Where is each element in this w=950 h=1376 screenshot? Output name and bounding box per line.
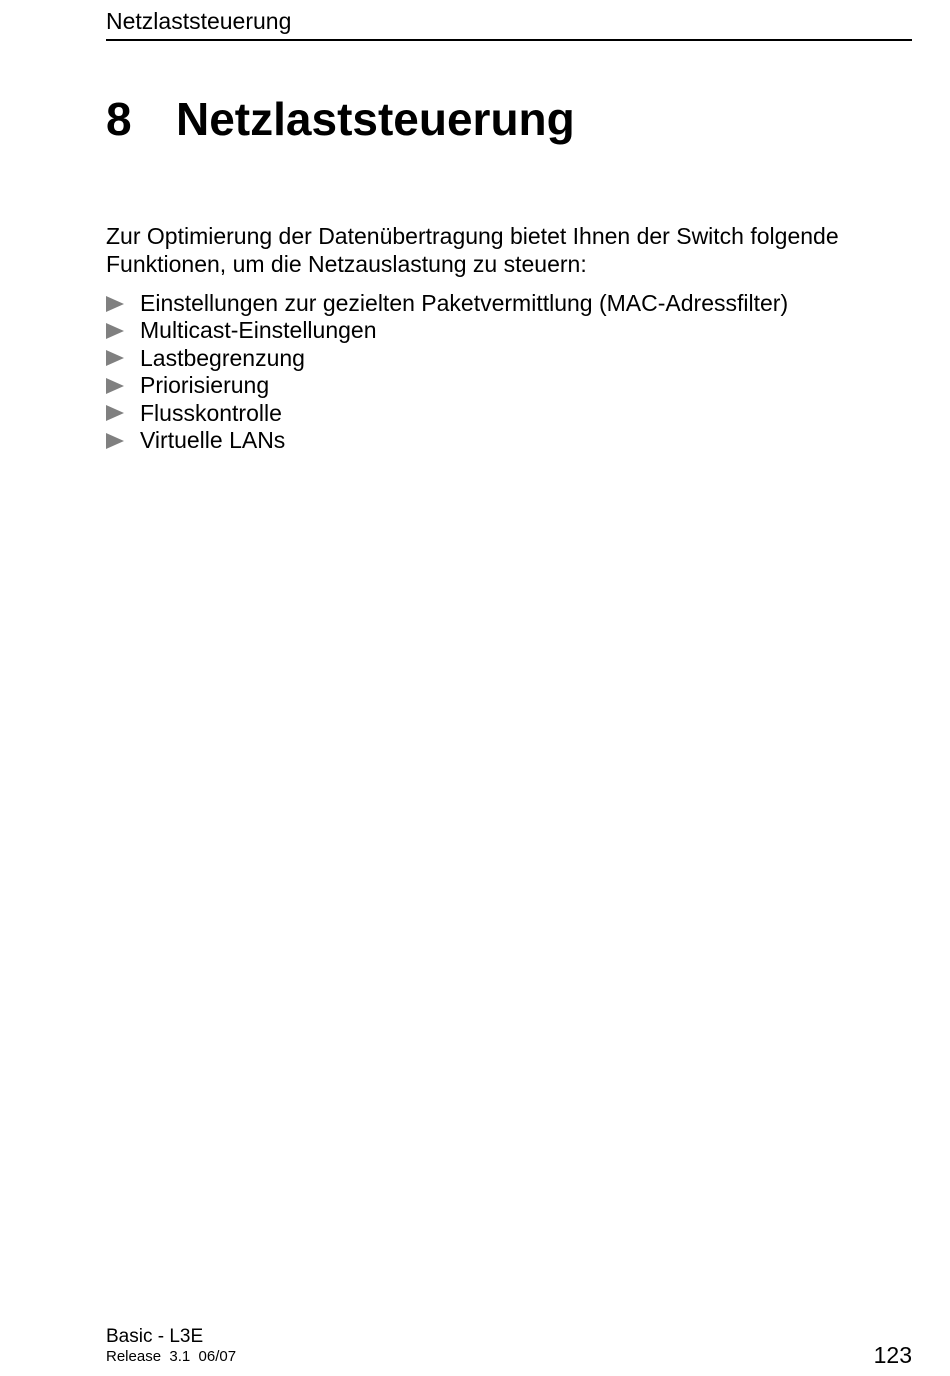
feature-list <box>106 290 788 454</box>
list-item <box>106 290 788 317</box>
list-item-label: Lastbegrenzung <box>140 344 305 371</box>
list-item-label: Einstellungen zur gezielten Paketvermittlung (MAC-Adressfilter) <box>140 290 789 316</box>
page-number: 123 <box>873 1342 912 1368</box>
chapter-title: Netzlaststeuerung <box>176 93 575 145</box>
triangle-right-icon <box>106 323 140 339</box>
list-item-label: Flusskontrolle <box>140 399 282 426</box>
list-item <box>106 317 788 344</box>
running-header-title: Netzlaststeuerung <box>106 8 292 34</box>
intro-paragraph: Zur Optimierung der Datenübertragung bietet Ihnen der Switch folgende Funktionen, um die Netzauslastung zu steuern: <box>106 223 839 277</box>
footer-release-info: Release 3.1 06/07 <box>106 1348 237 1365</box>
footer-product-title: Basic - L3E <box>106 1326 204 1347</box>
list-item-label: Multicast-Einstellungen <box>140 317 377 344</box>
triangle-right-icon <box>106 350 140 366</box>
list-item <box>106 372 788 399</box>
list-item-label: Priorisierung <box>140 372 270 399</box>
triangle-right-icon <box>106 378 140 394</box>
footer-info <box>106 1326 236 1366</box>
triangle-right-icon <box>106 296 140 312</box>
list-item <box>106 427 788 454</box>
list-item <box>106 345 788 372</box>
triangle-right-icon <box>106 433 140 449</box>
list-item-label: Virtuelle LANs <box>140 426 286 453</box>
triangle-right-icon <box>106 405 140 421</box>
chapter-number: 8 <box>106 93 132 145</box>
chapter-heading <box>106 88 575 150</box>
running-header <box>106 6 912 41</box>
list-item <box>106 400 788 427</box>
